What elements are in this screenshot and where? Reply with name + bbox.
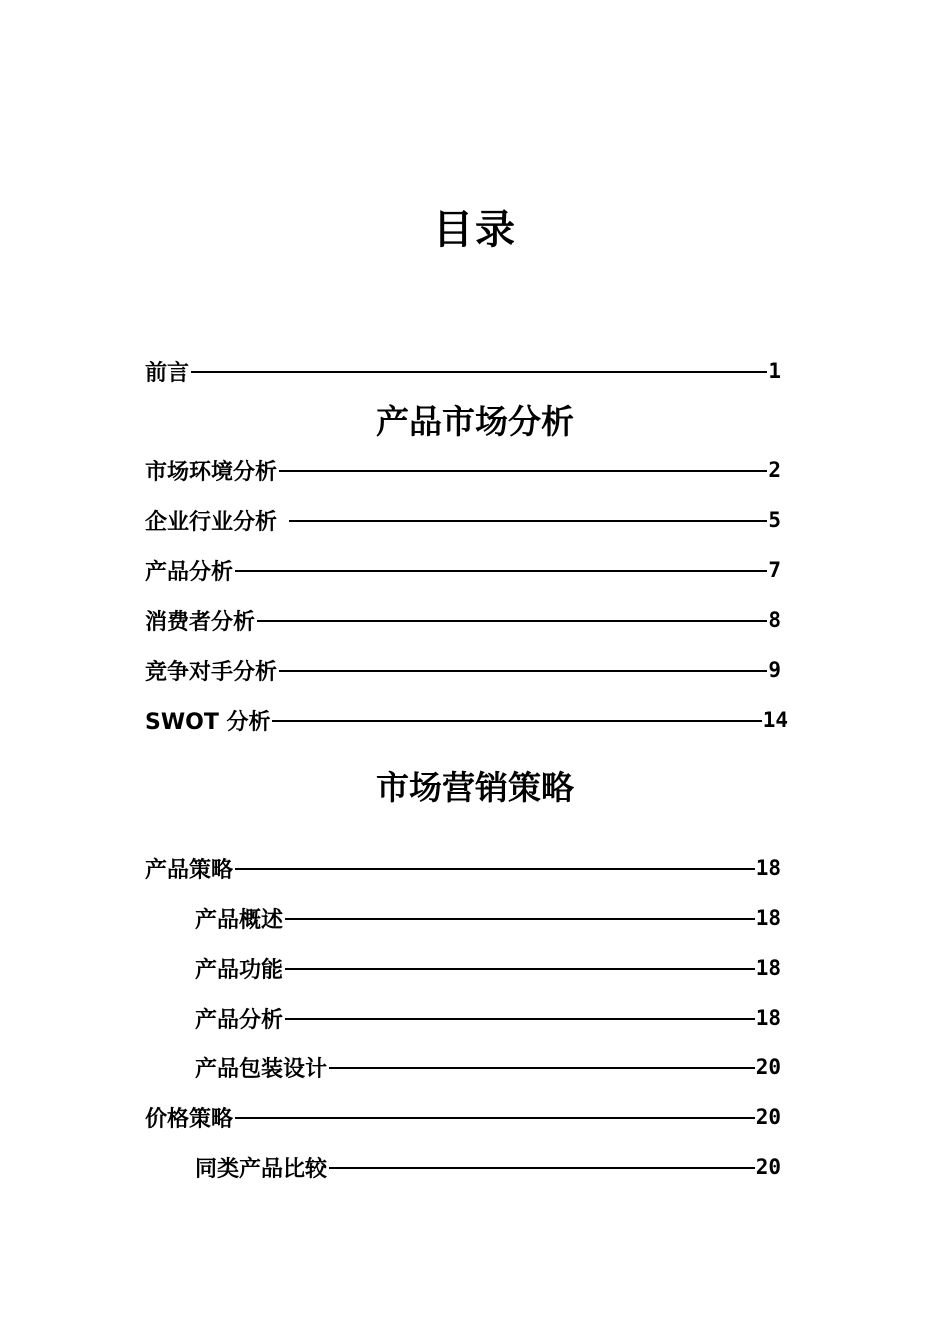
toc-entry[interactable] bbox=[145, 853, 781, 883]
toc-entry[interactable] bbox=[145, 605, 781, 635]
toc-entry[interactable] bbox=[145, 655, 781, 685]
toc-page-number: 8 bbox=[768, 608, 781, 632]
toc-entry-label: 前言 bbox=[145, 360, 190, 386]
toc-page-number: 18 bbox=[755, 906, 781, 930]
toc-dot-leader bbox=[257, 620, 767, 622]
toc-subentry[interactable] bbox=[195, 953, 781, 983]
section-heading-marketing-strategy: 市场营销策略 bbox=[376, 768, 574, 807]
toc-entry[interactable] bbox=[145, 1102, 781, 1132]
toc-dot-leader bbox=[279, 470, 767, 472]
toc-dot-leader bbox=[285, 1018, 755, 1020]
toc-dot-leader bbox=[329, 1167, 755, 1169]
toc-dot-leader bbox=[279, 670, 767, 672]
toc-entry-label: 同类产品比较 bbox=[195, 1156, 328, 1182]
toc-entry-label: 产品分析 bbox=[145, 559, 234, 585]
toc-entry-label: 产品策略 bbox=[145, 857, 234, 883]
toc-entry[interactable] bbox=[145, 705, 788, 735]
toc-entry-label: 消费者分析 bbox=[145, 609, 256, 635]
toc-entry[interactable] bbox=[145, 455, 781, 485]
toc-entry-label: 产品概述 bbox=[195, 907, 284, 933]
toc-entry-label: 产品分析 bbox=[195, 1007, 284, 1033]
toc-dot-leader bbox=[235, 1117, 755, 1119]
toc-page-number: 20 bbox=[755, 1105, 781, 1129]
toc-entry-label: 价格策略 bbox=[145, 1106, 234, 1132]
toc-dot-leader bbox=[235, 570, 767, 572]
toc-page-number: 9 bbox=[768, 658, 781, 682]
toc-page-number: 18 bbox=[755, 1006, 781, 1030]
toc-entry-label: 产品包装设计 bbox=[195, 1056, 328, 1082]
toc-subentry[interactable] bbox=[195, 1152, 781, 1182]
document-title: 目录 bbox=[433, 207, 517, 253]
toc-subentry[interactable] bbox=[195, 1052, 781, 1082]
toc-entry-label: 市场环境分析 bbox=[145, 459, 278, 485]
toc-page-number: 1 bbox=[768, 359, 781, 383]
toc-dot-leader bbox=[285, 918, 755, 920]
toc-dot-leader bbox=[235, 868, 755, 870]
toc-page-number: 5 bbox=[768, 508, 781, 532]
toc-dot-leader bbox=[285, 968, 755, 970]
toc-dot-leader bbox=[191, 371, 767, 373]
toc-entry[interactable] bbox=[145, 555, 781, 585]
toc-page-number: 14 bbox=[762, 708, 788, 732]
toc-page-number: 18 bbox=[755, 856, 781, 880]
toc-entry-label: 产品功能 bbox=[195, 957, 284, 983]
section-heading-market-analysis: 产品市场分析 bbox=[376, 402, 574, 441]
toc-page-number: 20 bbox=[755, 1055, 781, 1079]
toc-dot-leader bbox=[329, 1067, 755, 1069]
toc-page-number: 2 bbox=[768, 458, 781, 482]
toc-entry-label: SWOT 分析 bbox=[145, 709, 271, 735]
toc-page-number: 18 bbox=[755, 956, 781, 980]
toc-dot-leader bbox=[289, 520, 767, 522]
toc-entry-label: 企业行业分析 bbox=[145, 509, 278, 535]
toc-dot-leader bbox=[272, 720, 761, 722]
toc-subentry[interactable] bbox=[195, 1003, 781, 1033]
toc-page-number: 20 bbox=[755, 1155, 781, 1179]
toc-entry-label: 竞争对手分析 bbox=[145, 659, 278, 685]
toc-entry-preface[interactable] bbox=[145, 356, 781, 386]
toc-page-number: 7 bbox=[768, 558, 781, 582]
toc-subentry[interactable] bbox=[195, 903, 781, 933]
toc-entry[interactable] bbox=[145, 505, 781, 535]
